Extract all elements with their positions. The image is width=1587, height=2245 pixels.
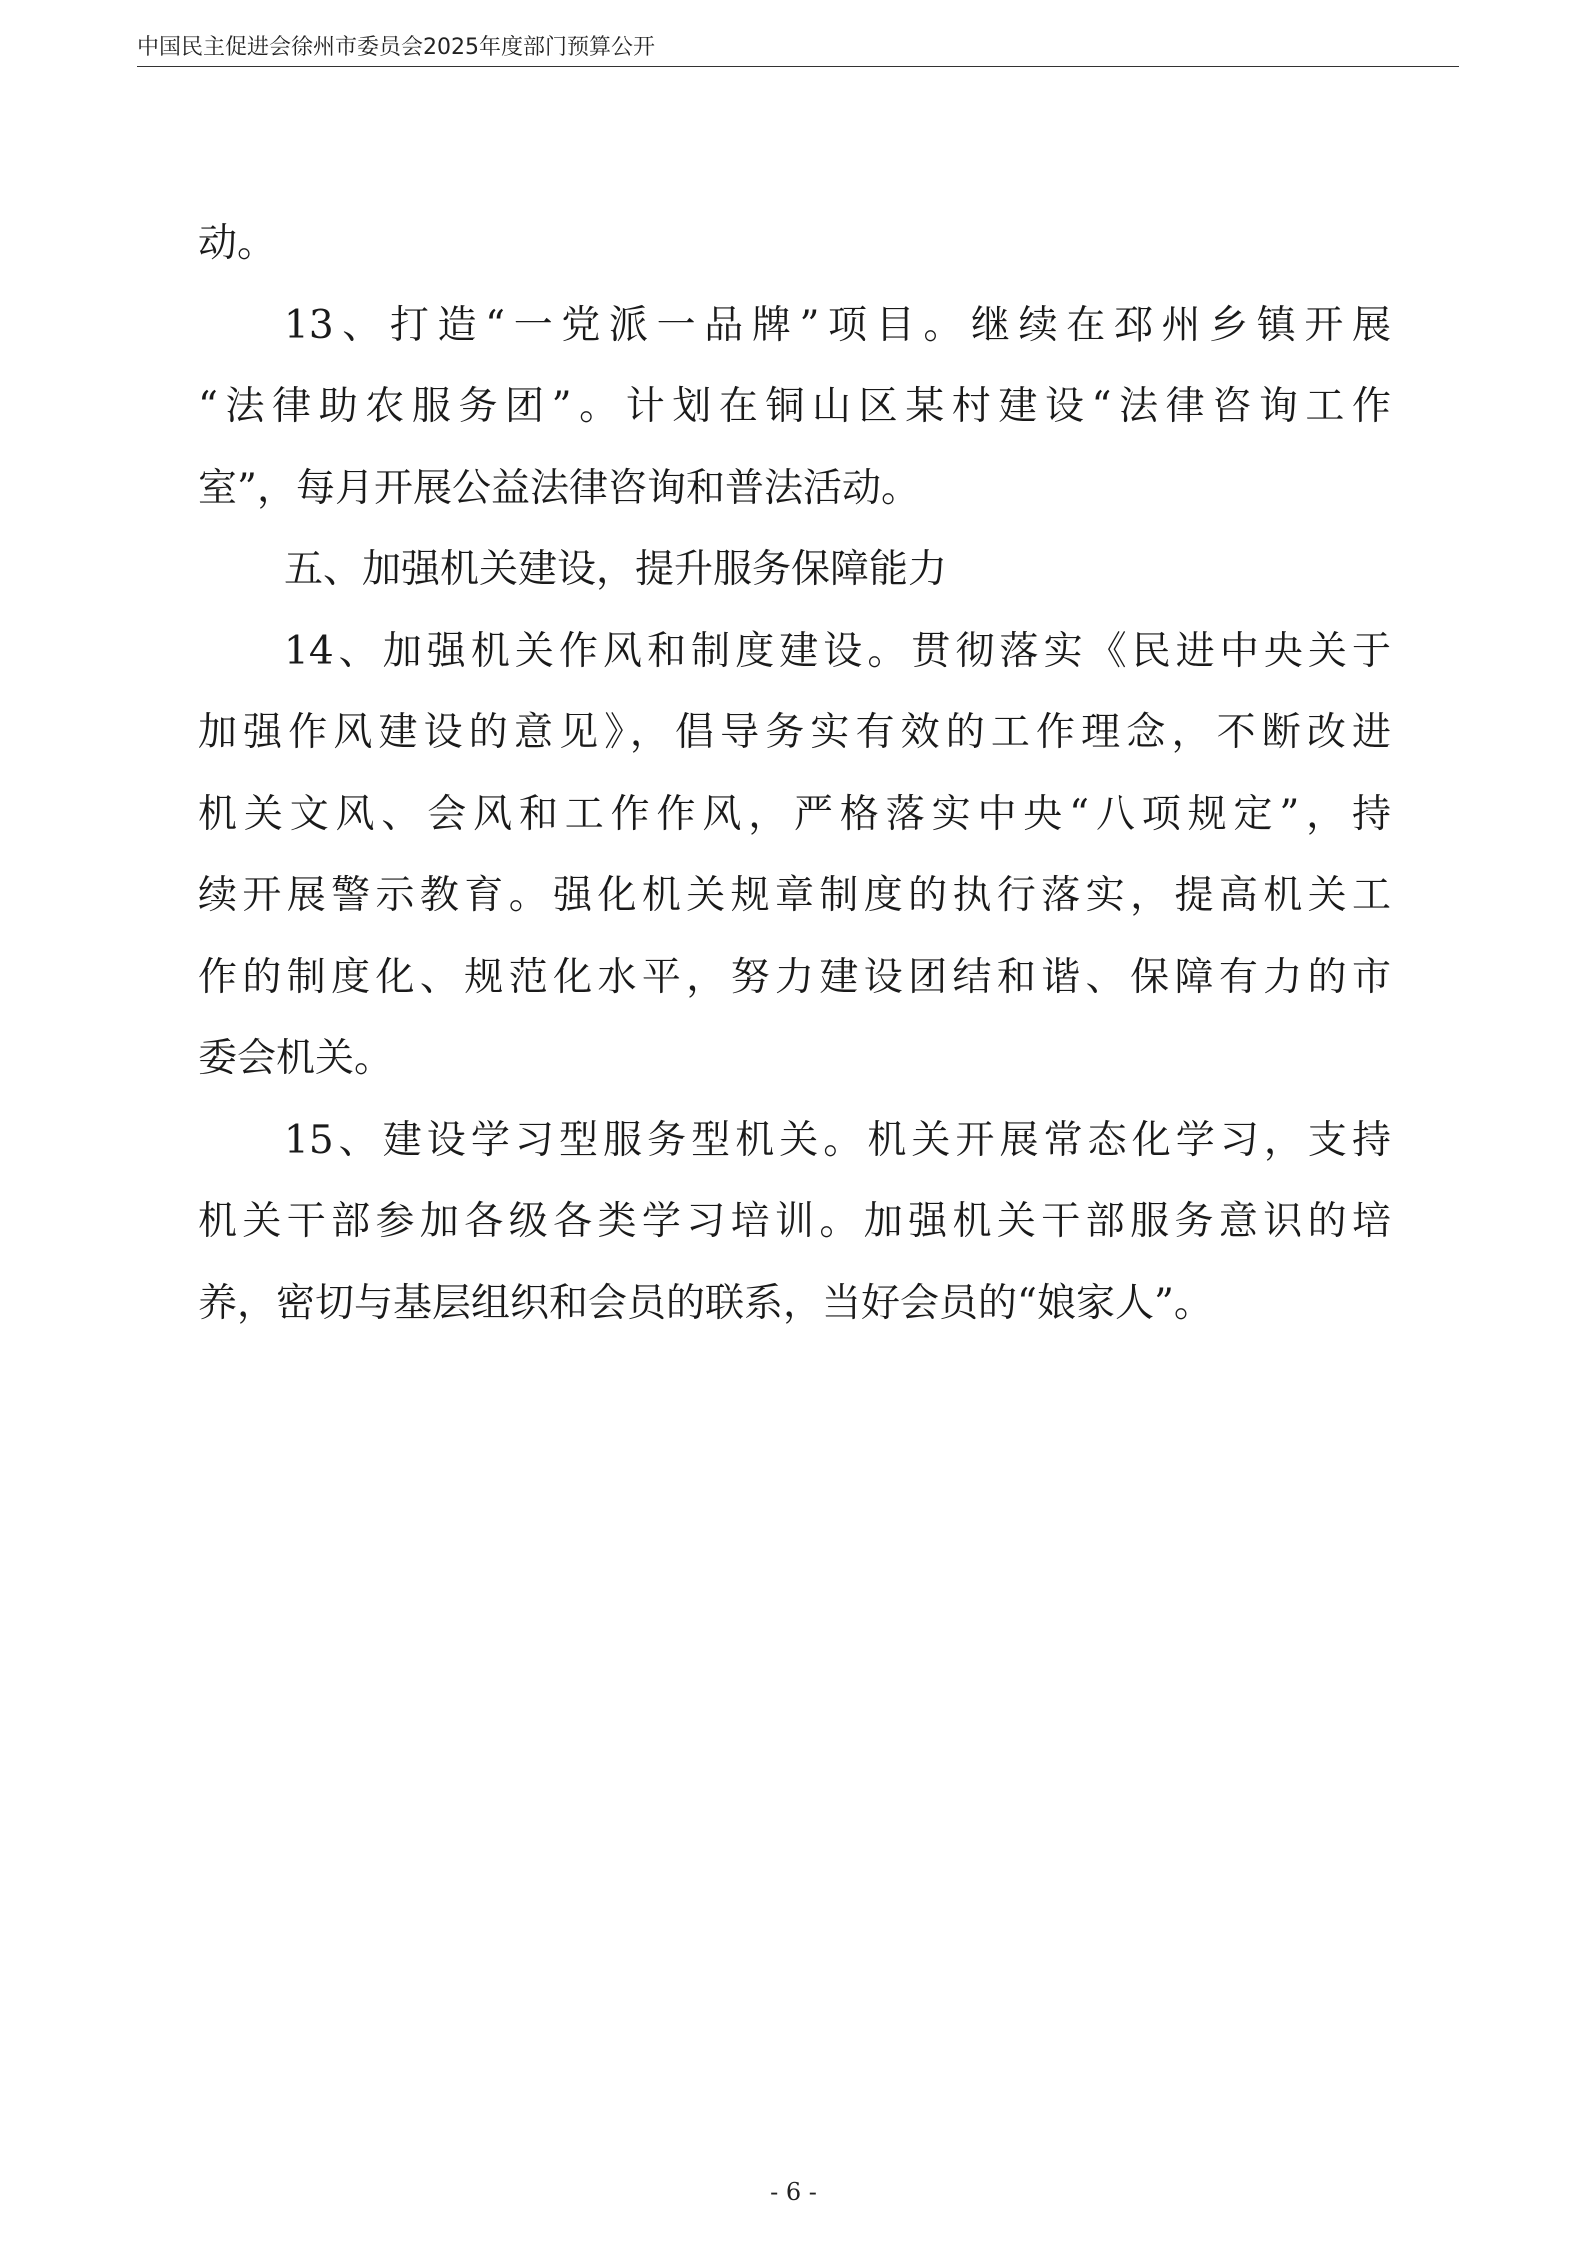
paragraph-line: 机关文风、会风和工作作风，严格落实中央“八项规定”，持 [198, 791, 1391, 837]
paragraph-line: 15、建设学习型服务型机关。机关开展常态化学习，支持 [284, 1117, 1391, 1163]
section-heading: 五、加强机关建设，提升服务保障能力 [284, 547, 948, 592]
page-header [137, 26, 1459, 67]
page-number: - 6 - [770, 2178, 817, 2206]
paragraph-line: 室”，每月开展公益法律咨询和普法活动。 [198, 465, 920, 511]
paragraph-line: 续开展警示教育。强化机关规章制度的执行落实，提高机关工 [198, 873, 1391, 918]
paragraph-line: 作的制度化、规范化水平，努力建设团结和谐、保障有力的市 [198, 954, 1391, 1000]
paragraph-line: “法律助农服务团”。计划在铜山区某村建设“法律咨询工作 [198, 384, 1391, 429]
paragraph-line: 机关干部参加各级各类学习培训。加强机关干部服务意识的培 [198, 1199, 1391, 1244]
paragraph-line: 养，密切与基层组织和会员的联系，当好会员的“娘家人”。 [198, 1280, 1213, 1326]
paragraph-line: 委会机关。 [198, 1036, 394, 1081]
paragraph-line: 动。 [198, 221, 277, 266]
paragraph-line: 13、打造“一党派一品牌”项目。继续在邳州乡镇开展 [284, 302, 1391, 348]
header-title: 中国民主促进会徐州市委员会2025年度部门预算公开 [137, 35, 655, 60]
document-body [198, 203, 1391, 1344]
paragraph-line: 加强作风建设的意见》，倡导务实有效的工作理念，不断改进 [198, 710, 1391, 755]
paragraph-line: 14、加强机关作风和制度建设。贯彻落实《民进中央关于 [284, 628, 1391, 674]
